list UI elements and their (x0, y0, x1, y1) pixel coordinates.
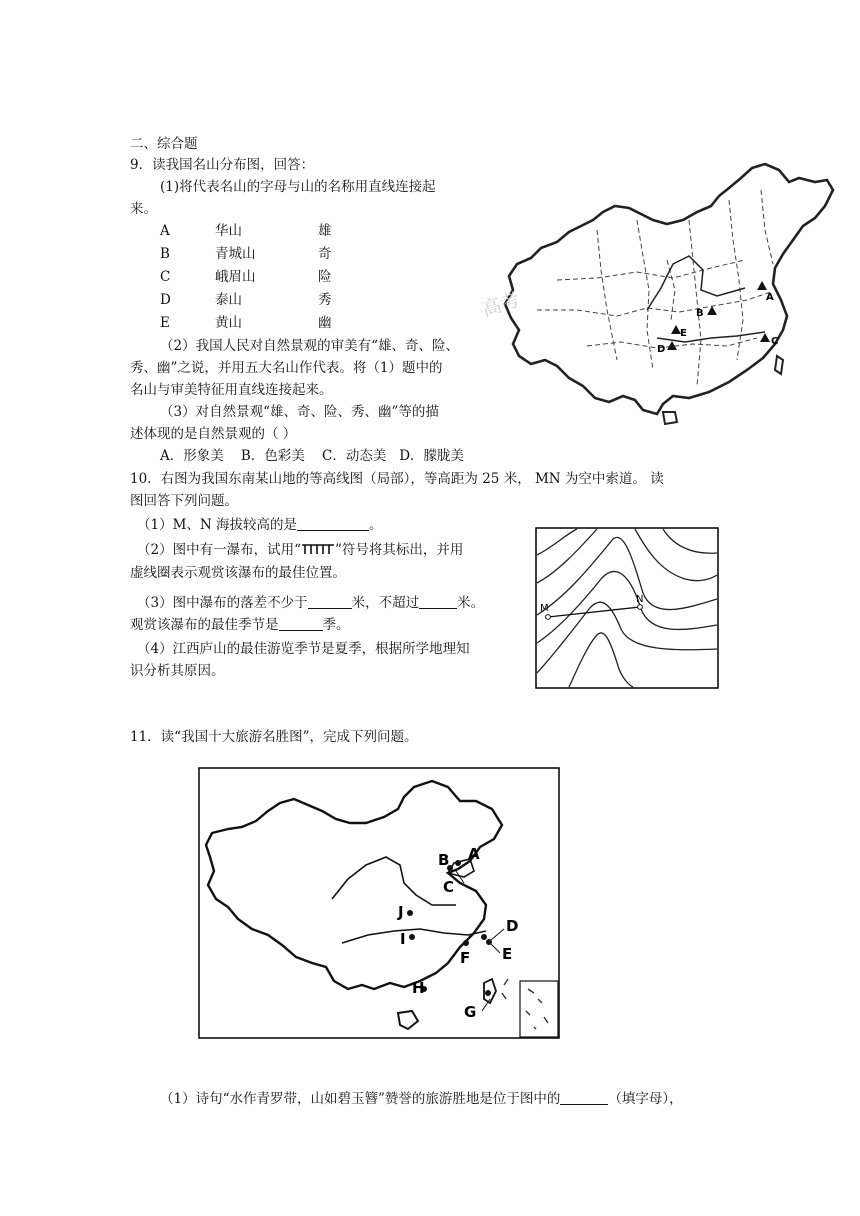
answer-blank[interactable] (560, 1090, 608, 1105)
scenic-label-j: J (398, 903, 404, 921)
q10-contour-map (535, 527, 719, 689)
q9-options: A．形象美 B．色彩美 C．动态美 D．朦胧美 (160, 448, 465, 464)
watermark: 高考 (479, 288, 523, 322)
q9-part1-line1: (1)将代表名山的字母与山的名称用直线连接起 (160, 179, 436, 195)
q9-mountain: 泰山 (215, 292, 242, 308)
scenic-label-h: H (412, 979, 425, 997)
q10-part4-line1: （4）江西庐山的最佳游览季节是夏季，根据所学地理知 (137, 641, 470, 657)
q10-part1: （1）M、N 海拔较高的是 。 (137, 517, 383, 533)
map-label-d: D (657, 344, 666, 355)
answer-blank[interactable] (419, 594, 457, 609)
cableway-label-m: M (540, 603, 549, 614)
q10-stem-line2: 图回答下列问题。 (130, 493, 238, 509)
q9-trait: 幽 (318, 315, 332, 331)
q9-trait: 险 (318, 269, 332, 285)
q9-mountain: 华山 (215, 223, 242, 239)
scenic-label-c: C (443, 878, 455, 896)
scenic-label-d: D (506, 917, 519, 935)
map-label-e: E (680, 328, 687, 339)
q11-stem: 11．读“我国十大旅游名胜图”，完成下列问题。 (130, 729, 418, 745)
q9-stem: 9．读我国名山分布图，回答： (130, 157, 315, 173)
q10-part3-line2: 观赏该瀑布的最佳季节是 季。 (130, 617, 350, 633)
q9-mountain: 黄山 (215, 315, 242, 331)
map-label-c: C (771, 336, 779, 347)
q9-part2-line3: 名山与审美特征用直线连接起来。 (130, 382, 333, 398)
scenic-label-g: G (464, 1003, 477, 1021)
scenic-label-i: I (400, 930, 406, 948)
q9-letter: D (160, 292, 171, 308)
waterfall-symbol-icon (301, 543, 335, 555)
answer-blank[interactable] (297, 516, 369, 531)
q9-letter: E (160, 315, 170, 331)
cableway-label-n: N (636, 594, 644, 605)
q10-part3-line1: （3）图中瀑布的落差不少于 米，不超过 米。 (137, 595, 485, 611)
answer-blank[interactable] (308, 594, 352, 609)
map-label-b: B (696, 308, 704, 319)
q9-mountains-map (479, 160, 835, 426)
scenic-label-b: B (438, 851, 450, 869)
answer-blank[interactable] (279, 616, 323, 631)
q9-part1-line2: 来。 (130, 201, 157, 217)
q10-part4-line2: 识分析其原因。 (130, 663, 225, 679)
q9-letter: B (160, 246, 170, 262)
q9-part2-line2: 秀、幽”之说，并用五大名山作代表。将（1）题中的 (130, 360, 443, 376)
scenic-label-e: E (502, 945, 513, 963)
q9-trait: 奇 (318, 246, 332, 262)
section-title: 二、综合题 (130, 136, 198, 152)
q9-part3-line1: （3）对自然景观“雄、奇、险、秀、幽”等的描 (160, 404, 439, 420)
q9-letter: A (160, 223, 170, 239)
scenic-label-f: F (460, 949, 471, 967)
q9-part3-line2: 述体现的是自然景观的（ ） (130, 426, 297, 442)
q9-mountain: 青城山 (215, 246, 256, 262)
q11-part1: （1）诗句“水作青罗带，山如碧玉簪”赞誉的旅游胜地是位于图中的 （填字母）， (160, 1091, 683, 1107)
q9-trait: 雄 (318, 223, 332, 239)
q10-stem-line1: 10．右图为我国东南某山地的等高线图（局部），等高距为 25 米， MN 为空中索道。 读 (130, 471, 664, 487)
q9-part2-line1: （2）我国人民对自然景观的审美有“雄、奇、险、 (160, 338, 459, 354)
scenic-label-a: A (468, 845, 480, 863)
q11-scenic-map (198, 767, 560, 1039)
q10-part2-line2: 虚线圈表示观赏该瀑布的最佳位置。 (130, 565, 346, 581)
q9-mountain: 峨眉山 (215, 269, 256, 285)
q9-letter: C (160, 269, 171, 285)
q9-trait: 秀 (318, 292, 332, 308)
q10-part2-line1: （2）图中有一瀑布，试用“ ”符号将其标出，并用 (137, 542, 464, 558)
map-label-a: A (766, 292, 774, 303)
